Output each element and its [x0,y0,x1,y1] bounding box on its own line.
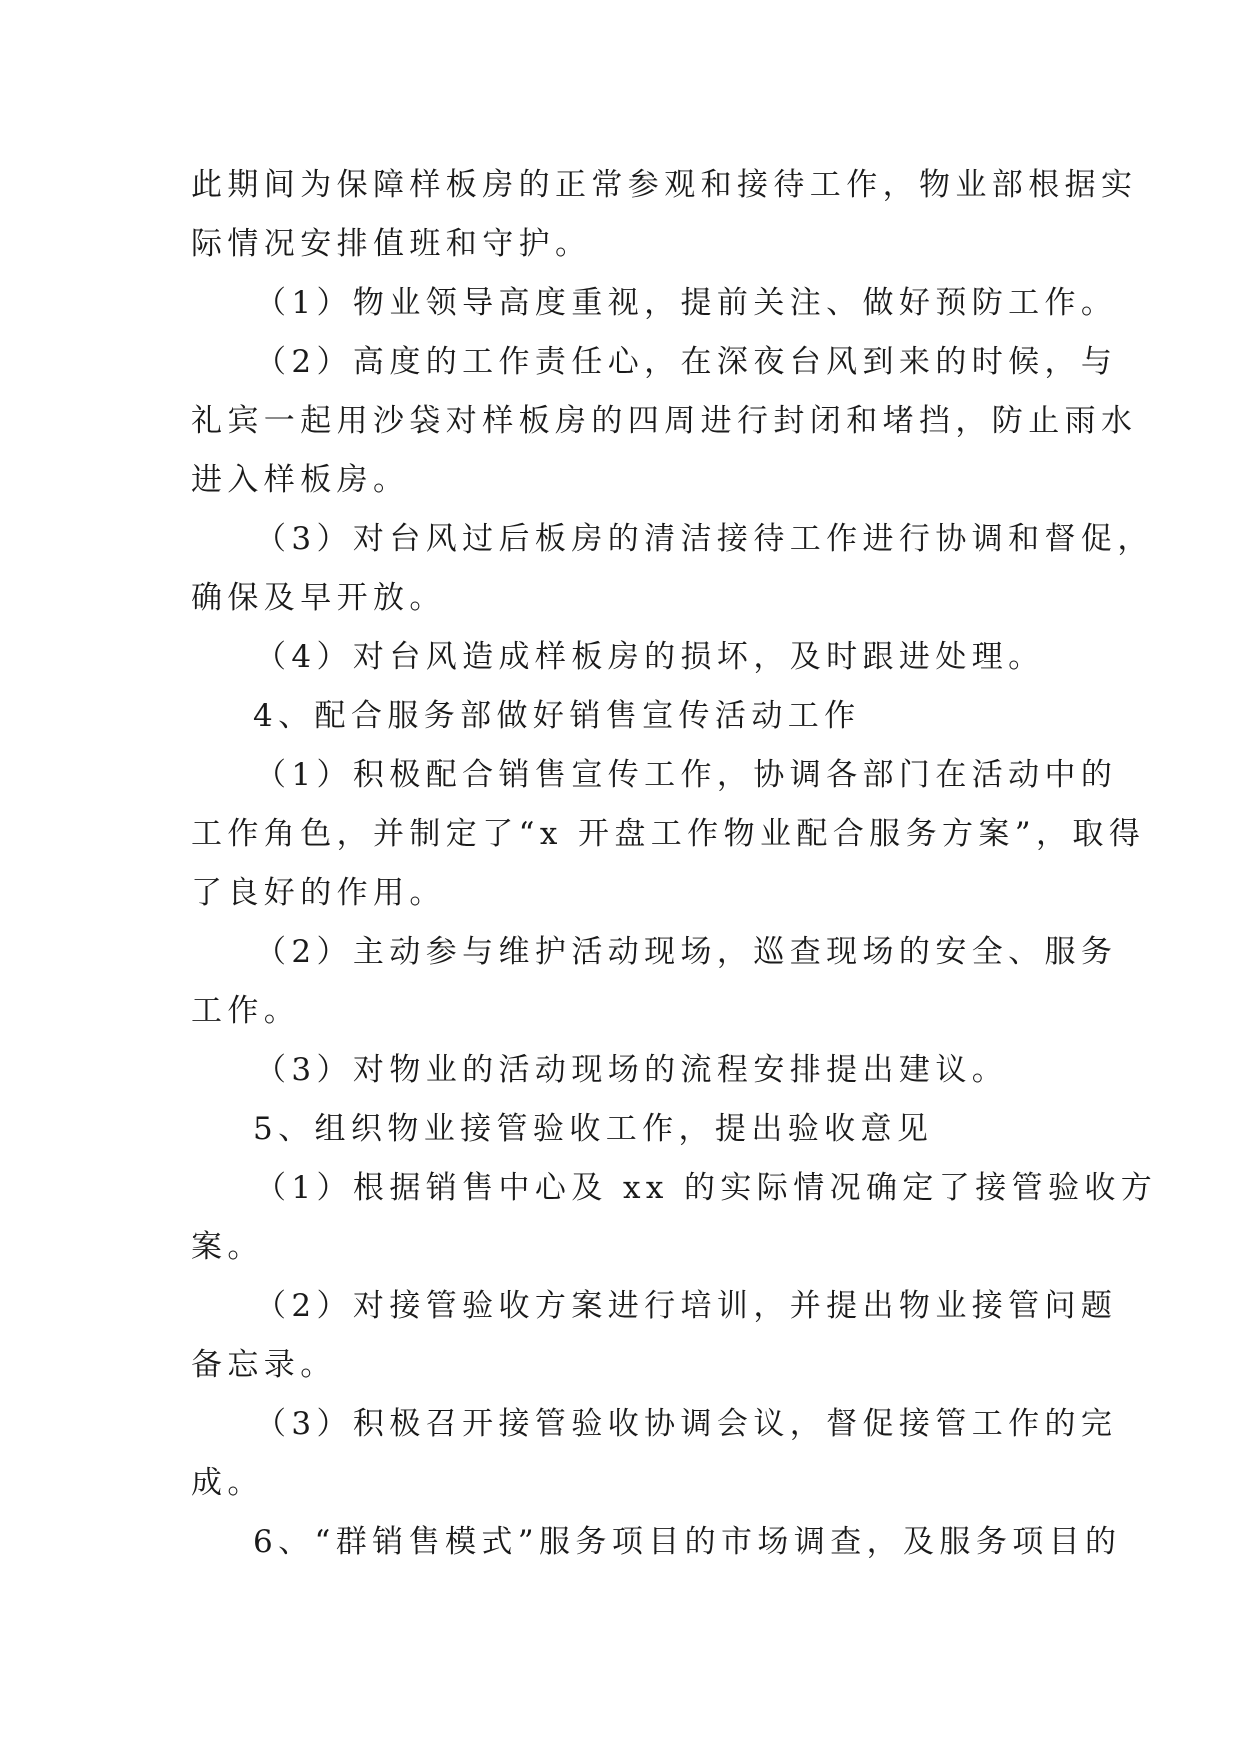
list-item-line: （1）物业领导高度重视，提前关注、做好预防工作。 [255,285,1118,321]
section-heading: 5、组织物业接管验收工作，提出验收意见 [253,1111,934,1147]
paragraph-line: 进入样板房。 [191,462,410,498]
paragraph-line: 际情况安排值班和守护。 [191,226,592,262]
paragraph-line: 成。 [191,1465,264,1501]
list-item-line: （3）对台风过后板房的清洁接待工作进行协调和督促， [255,521,1154,557]
paragraph-line: 工作角色，并制定了“x 开盘工作物业配合服务方案”，取得 [191,816,1146,852]
paragraph-line: 工作。 [191,993,301,1029]
paragraph-line: 礼宾一起用沙袋对样板房的四周进行封闭和堵挡，防止雨水 [191,403,1138,439]
paragraph-line: 了良好的作用。 [191,875,446,911]
list-item-line: （3）对物业的活动现场的流程安排提出建议。 [255,1052,1009,1088]
section-heading: 4、配合服务部做好销售宣传活动工作 [253,698,861,734]
paragraph-line: 案。 [191,1229,264,1265]
list-item-line: （4）对台风造成样板房的损坏，及时跟进处理。 [255,639,1045,675]
section-heading: 6、“群销售模式”服务项目的市场调查，及服务项目的 [253,1524,1122,1560]
paragraph-line: 此期间为保障样板房的正常参观和接待工作，物业部根据实 [191,167,1138,203]
list-item-line: （3）积极召开接管验收协调会议，督促接管工作的完 [255,1406,1118,1442]
paragraph-line: 确保及早开放。 [191,580,446,616]
paragraph-line: 备忘录。 [191,1347,337,1383]
list-item-line: （1）积极配合销售宣传工作，协调各部门在活动中的 [255,757,1118,793]
list-item-line: （2）高度的工作责任心，在深夜台风到来的时候，与 [255,344,1118,380]
list-item-line: （2）主动参与维护活动现场，巡查现场的安全、服务 [255,934,1118,970]
list-item-line: （1）根据销售中心及 xx 的实际情况确定了接管验收方 [255,1170,1158,1206]
list-item-line: （2）对接管验收方案进行培训，并提出物业接管问题 [255,1288,1118,1324]
